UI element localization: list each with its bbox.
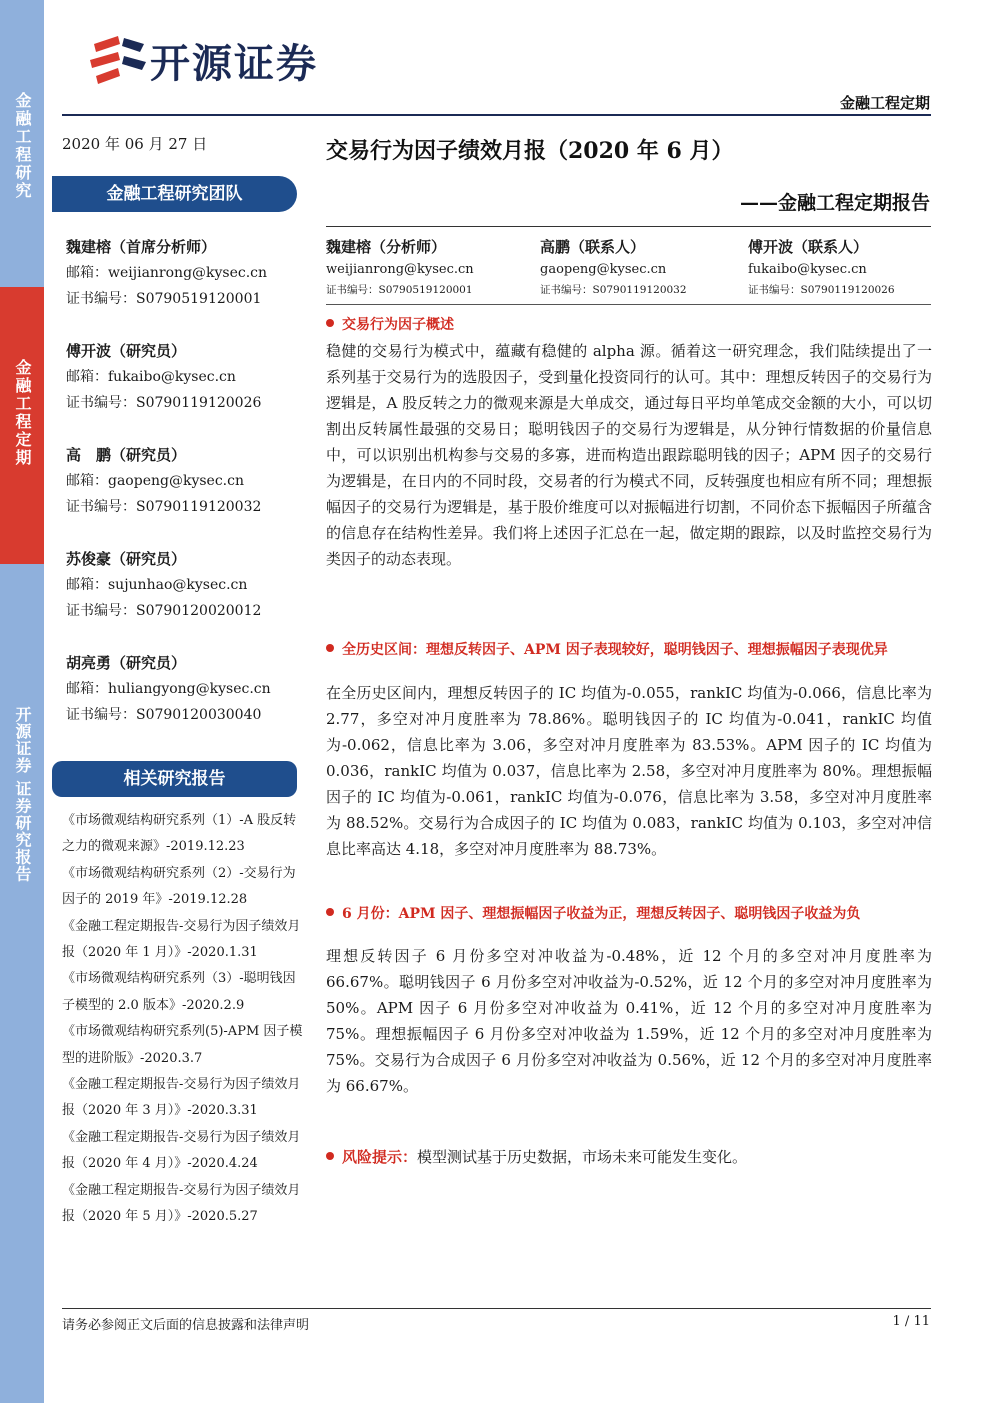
section-heading: 交易行为因子概述 bbox=[326, 317, 932, 334]
member-cert: 证书编号：S0790119120032 bbox=[66, 499, 262, 515]
section-body: 在全历史区间内，理想反转因子的 IC 均值为-0.055，rankIC 均值为-0.066，信息比率为 2.77，多空对冲月度胜率为 78.86%。聪明钱因子的 IC 均值为-0.041，rankIC 均值为-0.062，信息比率为 3.06，多空对冲月度胜率为 83.53%。APM 因子的 IC 均值为 0.036，rankIC 均值为 0.037，信息比率为 2.58，多空对冲月度胜率为 80%。理想振幅因子的 IC 均值为-0.061，rankIC 均值为-0.076，信息比率为 3.58，多空对冲月度胜率为 88.52%。交易行为合成因子的 IC 均值为 0.083，rankIC 均值为 0.103，多空对冲信息比率高达 4.18，多空对冲月度胜率为 88.73%。 bbox=[326, 684, 932, 858]
related-header: 相关研究报告 bbox=[52, 761, 297, 797]
member-email: 邮箱：gaopeng@kysec.cn bbox=[66, 473, 244, 489]
team-member bbox=[66, 340, 306, 418]
related-report-link[interactable]: 《金融工程定期报告-交易行为因子绩效月报（2020 年 4 月）》-2020.4.24 bbox=[62, 1129, 301, 1172]
author bbox=[326, 236, 531, 297]
related-report-link[interactable]: 《金融工程定期报告-交易行为因子绩效月报（2020 年 3 月）》-2020.3.31 bbox=[62, 1076, 301, 1119]
header-divider bbox=[62, 114, 931, 116]
related-report-link[interactable]: 《市场微观结构研究系列（1）-A 股反转之力的微观来源》-2019.12.23 bbox=[62, 813, 297, 855]
team-header: 金融工程研究团队 bbox=[52, 176, 297, 212]
team-member bbox=[66, 236, 306, 314]
author-cert: 证书编号：S0790519120001 bbox=[326, 284, 473, 296]
member-cert: 证书编号：S0790519120001 bbox=[66, 291, 262, 307]
author bbox=[748, 236, 953, 297]
bullet-icon bbox=[326, 908, 334, 916]
risk-note bbox=[326, 1146, 932, 1167]
related-report-link[interactable]: 《金融工程定期报告-交易行为因子绩效月报（2020 年 5 月）》-2020.5.27 bbox=[62, 1182, 301, 1224]
footer-divider bbox=[62, 1308, 931, 1309]
team-member bbox=[66, 444, 306, 522]
author-name: 魏建榕（分析师） bbox=[326, 238, 447, 256]
author-name: 傅开波（联系人） bbox=[748, 238, 869, 256]
related-report-link[interactable]: 《金融工程定期报告-交易行为因子绩效月报（2020 年 1 月）》-2020.1.31 bbox=[62, 918, 301, 960]
author-cert: 证书编号：S0790119120032 bbox=[540, 284, 687, 296]
member-name: 魏建榕（首席分析师） bbox=[66, 238, 217, 256]
member-email: 邮箱：weijianrong@kysec.cn bbox=[66, 265, 268, 281]
header-tag: 金融工程定期 bbox=[839, 94, 930, 112]
team-member bbox=[66, 548, 306, 626]
logo-icon bbox=[88, 30, 148, 90]
member-name: 胡亮勇（研究员） bbox=[66, 654, 187, 672]
bullet-icon bbox=[326, 644, 334, 652]
side-strip bbox=[0, 0, 44, 1403]
member-cert: 证书编号：S0790120020012 bbox=[66, 603, 262, 619]
member-email: 邮箱：sujunhao@kysec.cn bbox=[66, 577, 248, 593]
related-report-link[interactable]: 《市场微观结构研究系列(5)-APM 因子模型的进阶版》-2020.3.7 bbox=[62, 1024, 303, 1066]
author-email: fukaibo@kysec.cn bbox=[748, 262, 867, 277]
author-name: 高鹏（联系人） bbox=[540, 238, 646, 256]
section-heading: 6 月份：APM 因子、理想振幅因子收益为正，理想反转因子、聪明钱因子收益为负 bbox=[326, 906, 932, 923]
risk-text: 模型测试基于历史数据，市场未来可能发生变化。 bbox=[417, 1148, 748, 1166]
report-date: 2020 年 06 月 27 日 bbox=[62, 135, 208, 153]
strip-label-top: 金融工程研究 bbox=[13, 92, 32, 200]
member-email: 邮箱：huliangyong@kysec.cn bbox=[66, 681, 271, 697]
member-email: 邮箱：fukaibo@kysec.cn bbox=[66, 369, 236, 385]
member-name: 高 鹏（研究员） bbox=[66, 446, 187, 464]
author-divider bbox=[326, 304, 931, 305]
related-report-link[interactable]: 《市场微观结构研究系列（3）-聪明钱因子模型的 2.0 版本》-2020.2.9 bbox=[62, 971, 296, 1013]
member-name: 傅开波（研究员） bbox=[66, 342, 187, 360]
team-member bbox=[66, 652, 306, 730]
author-cert: 证书编号：S0790119120026 bbox=[748, 284, 895, 296]
page-number: 1 / 11 bbox=[892, 1314, 930, 1329]
footer-disclaimer: 请务必参阅正文后面的信息披露和法律声明 bbox=[62, 1318, 310, 1333]
bullet-icon bbox=[326, 1152, 334, 1160]
member-name: 苏俊豪（研究员） bbox=[66, 550, 187, 568]
logo-text: 开源证券 bbox=[150, 41, 318, 87]
section-body: 理想反转因子 6 月份多空对冲收益为-0.48%，近 12 个月的多空对冲月度胜率为 66.67%。聪明钱因子 6 月份多空对冲收益为-0.52%，近 12 个月的多空对冲月度胜率为 50%。APM 因子 6 月份多空对冲收益为 0.41%，近 12 个月的多空对冲月度胜率为 75%。理想振幅因子 6 月份多空对冲收益为 1.59%，近 12 个月的多空对冲月度胜率为 75%。交易行为合成因子 6 月份多空对冲收益为 0.56%，近 12 个月的多空对冲月度胜率为 66.67%。 bbox=[326, 947, 932, 1095]
strip-label-mid: 金融工程定期 bbox=[0, 287, 44, 564]
related-report-link[interactable]: 《市场微观结构研究系列（2）-交易行为因子的 2019 年》-2019.12.28 bbox=[62, 865, 296, 908]
risk-label: 风险提示： bbox=[342, 1148, 418, 1166]
report-subtitle: ——金融工程定期报告 bbox=[739, 192, 930, 214]
bullet-icon bbox=[326, 319, 334, 327]
author-email: weijianrong@kysec.cn bbox=[326, 262, 474, 277]
strip-label-bottom: 开源证券 证券研究报告 bbox=[13, 706, 32, 883]
member-cert: 证书编号：S0790120030040 bbox=[66, 707, 262, 723]
author bbox=[540, 236, 745, 297]
section-body: 稳健的交易行为模式中，蕴藏有稳健的 alpha 源。循着这一研究理念，我们陆续提出了一系列基于交易行为的选股因子，受到量化投资同行的认可。其中：理想反转因子的交易行为逻辑是，A 股反转之力的微观来源是大单成交，通过每日平均单笔成交金额的大小，可以切割出反转属性最强的交易日；聪明钱因子的交易行为逻辑是，从分钟行情数据的价量信息中，可以识别出机构参与交易的多寡，进而构造出跟踪聪明钱的因子；APM 因子的交易行为逻辑是，在日内的不同时段，交易者的行为模式不同，反转强度也相应有所不同；理想振幅因子的交易行为逻辑是，基于股价维度可以对振幅进行切割，不同价态下振幅因子所蕴含的信息存在结构性差异。我们将上述因子汇总在一起，做定期的跟踪，以及时监控交易行为类因子的动态表现。 bbox=[326, 342, 932, 568]
section-heading: 全历史区间：理想反转因子、APM 因子表现较好，聪明钱因子、理想振幅因子表现优异 bbox=[326, 642, 932, 659]
title-divider bbox=[326, 226, 931, 227]
report-title: 交易行为因子绩效月报（2020 年 6 月） bbox=[326, 138, 734, 164]
member-cert: 证书编号：S0790119120026 bbox=[66, 395, 262, 411]
author-email: gaopeng@kysec.cn bbox=[540, 262, 667, 277]
related-report-list bbox=[62, 808, 308, 1230]
